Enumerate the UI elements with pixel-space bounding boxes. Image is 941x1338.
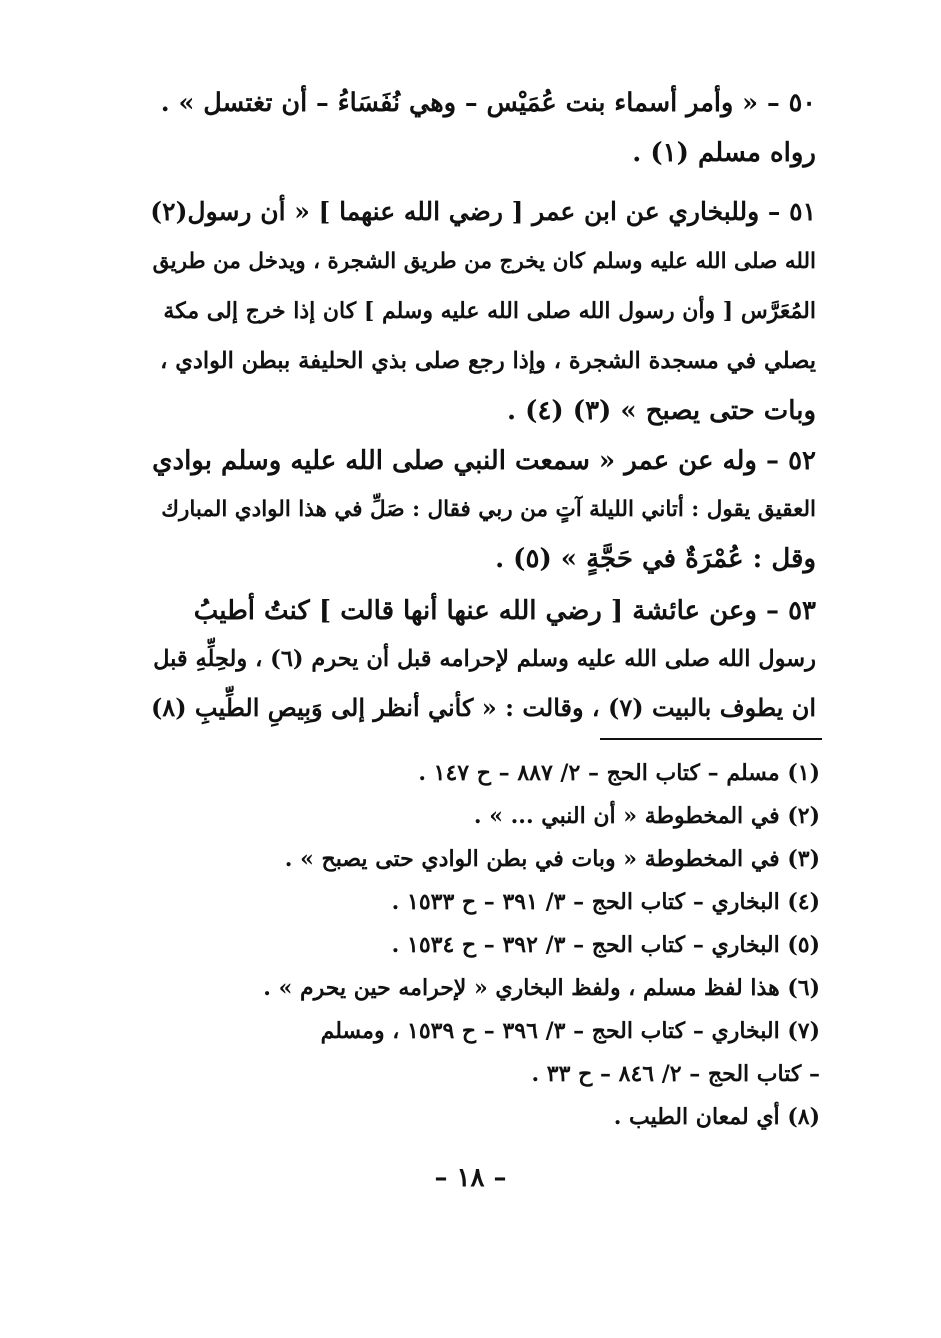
- text-line: المُعَرَّس [ وأن رسول الله صلى الله عليه وسلم ] كان إذا خرج إلى مكة: [163, 298, 816, 324]
- text-line: ٥٢ – وله عن عمر « سمعت النبي صلى الله عليه وسلم بوادي: [152, 446, 816, 476]
- footnote-4: (٤) البخاري – كتاب الحج – ٣/ ٣٩١ – ح ١٥٣٣ .: [391, 889, 820, 915]
- text-line: ٥٣ – وعن عائشة [ رضي الله عنها أنها قالت ] كنتُ أطيبُ: [193, 596, 816, 626]
- footnote-8: (٨) أي لمعان الطيب .: [613, 1104, 820, 1130]
- footnote-7: (٧) البخاري – كتاب الحج – ٣/ ٣٩٦ – ح ١٥٣٩ ، ومسلم: [320, 1018, 820, 1044]
- footnote-separator: [600, 738, 822, 740]
- footnote-3: (٣) في المخطوطة « وبات في بطن الوادي حتى يصبح » .: [284, 846, 820, 872]
- footnote-1: (١) مسلم – كتاب الحج – ٢/ ٨٨٧ – ح ١٤٧ .: [418, 760, 820, 786]
- page-number: – ١٨ –: [434, 1163, 507, 1193]
- footnote-5: (٥) البخاري – كتاب الحج – ٣/ ٣٩٢ – ح ١٥٣٤ .: [391, 932, 820, 958]
- footnote-6: (٦) هذا لفظ مسلم ، ولفظ البخاري « لإحرامه حين يحرم » .: [263, 975, 820, 1001]
- text-line: ان يطوف بالبيت (٧) ، وقالت : « كأني أنظر إلى وَبِيصِ الطِّيبِ (٨): [150, 693, 816, 722]
- text-line: يصلي في مسجدة الشجرة ، وإذا رجع صلى بذي الحليفة ببطن الوادي ،: [160, 348, 816, 374]
- text-line: العقيق يقول : أتاني الليلة آتٍ من ربي فقال : صَلِّ في هذا الوادي المبارك: [161, 497, 816, 522]
- text-line: رواه مسلم (١) .: [632, 138, 816, 168]
- text-line: وقل : عُمْرَةٌ في حَجَّةٍ » (٥) .: [495, 544, 816, 574]
- text-line: الله صلى الله عليه وسلم كان يخرج من طريق الشجرة ، ويدخل من طريق: [152, 249, 816, 274]
- text-line: ٥١ – وللبخاري عن ابن عمر [ رضي الله عنهما ] « أن رسول(٢): [150, 197, 816, 226]
- footnote-7-continuation: – كتاب الحج – ٢/ ٨٤٦ – ح ٣٣ .: [531, 1061, 820, 1087]
- text-line: رسول الله صلى الله عليه وسلم لإحرامه قبل أن يحرم (٦) ، ولحِلِّهِ قبل: [153, 646, 816, 672]
- footnote-2: (٢) في المخطوطة « أن النبي ... » .: [473, 803, 820, 829]
- text-line: وبات حتى يصبح » (٣) (٤) .: [507, 396, 816, 426]
- text-line: ٥٠ – « وأمر أسماء بنت عُمَيْس – وهي نُفَسَاءُ – أن تغتسل » .: [160, 88, 816, 118]
